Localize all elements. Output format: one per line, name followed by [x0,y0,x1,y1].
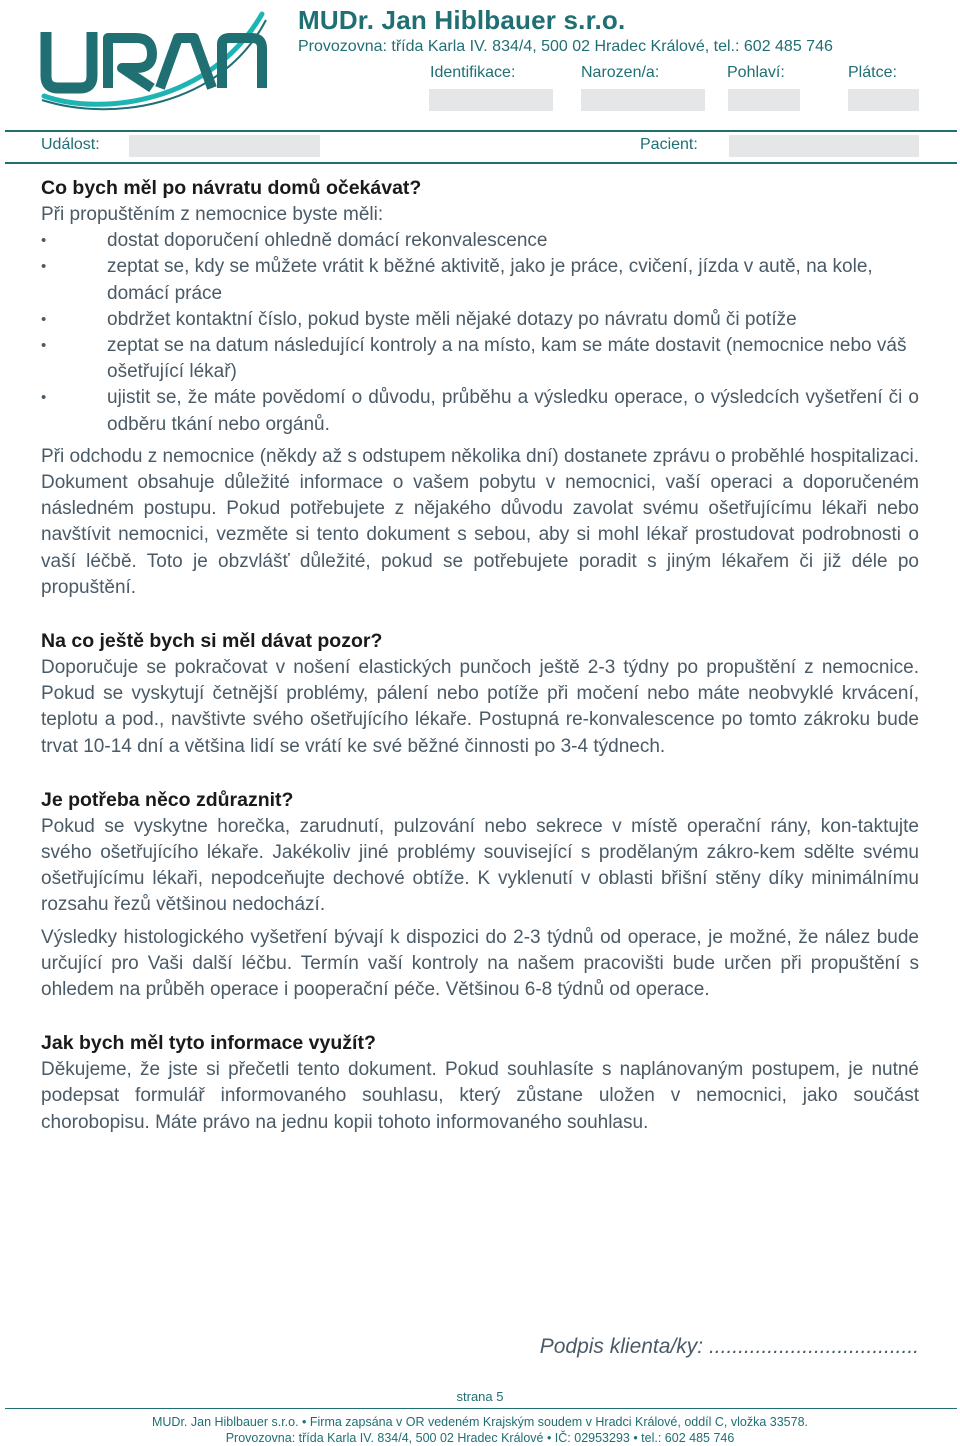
footer-company-info: MUDr. Jan Hiblbauer s.r.o. • Firma zapsána v OR vedeném Krajským soudem v Hradci Králové, oddíl C, vložka 33578. [151,1415,809,1429]
client-signature-line[interactable]: Podpis klienta/ky: .................................... [539,1335,919,1358]
section-heading: Na co ještě bych si měl dávat pozor? [41,630,383,653]
document-body [41,174,919,1136]
bullet-list [41,228,919,438]
list-item-text: • obdržet kontaktní číslo, pokud byste měli nějaké dotazy po návratu domů či potíže [107,308,797,330]
header-divider-bottom [5,162,957,164]
list-item-text: • zeptat se na datum následující kontroly a na místo, kam se máte dostavit (nemocnice nebo váš ošetřující lékař) [107,335,907,383]
page-number: strana 5 [456,1389,504,1404]
event-label: Událost: [41,136,100,153]
birth-field[interactable] [581,89,705,111]
event-field[interactable] [129,135,320,157]
list-item [41,333,919,385]
payer-label: Plátce: [848,64,897,81]
sex-field[interactable] [728,89,800,111]
header-divider-top [5,130,957,132]
patient-label: Pacient: [640,136,698,153]
paragraph: Pokud se vyskytne horečka, zarudnutí, pulzování nebo sekrece v místě operační rány, kon-taktujte svého ošetřujícího lékaře. Jakékoliv jiné problémy související s prodělaným zákro-kem sdělte svému ošetřujícímu lékaři, nepodceňujte dechové obtíže. K vyklenutí v oblasti břišní stěny díky minimálnímu rozsahu řezů většinou nedochází. [41,815,919,916]
uran-logo-icon [40,4,268,114]
section-caution [41,627,919,760]
footer-divider [5,1408,957,1409]
section-heading: Jak bych měl tyto informace využít? [41,1032,376,1055]
identification-label: Identifikace: [430,64,516,81]
section-usage [41,1029,919,1136]
list-item-text: • dostat doporučení ohledně domácí rekonvalescence [107,230,548,252]
list-item [41,307,919,333]
list-item [41,228,919,254]
identification-field[interactable] [429,89,553,111]
paragraph: Při odchodu z nemocnice (někdy až s odstupem několika dní) dostanete zprávu o proběhlé hospitalizaci. Dokument obsahuje důležité informace o vašem pobytu v nemocnici, vaší operaci a doporučeném následném postupu. Pokud potřebujete z nějakého důvodu zavolat svému ošetřujícímu lékaři nebo navštívit nemocnici, vezměte si tento dokument s sebou, aby si mohl lékař prostudovat podrobnosti o vaší léčbě. Toto je obzvlášť důležité, pokud se potřebujete poradit s jiným lékařem či již déle po propuštění. [41,445,919,598]
paragraph: Doporučuje se pokračovat v nošení elastických punčoch ještě 2-3 týdny po propuštění z nemocnice. Pokud se vyskytují četnější problémy, pálení nebo potíže při močení nebo máte neobvyklé krvácení, teplotu a pod., navštivte svého ošetřujícího lékaře. Postupná re-konvalescence po tomto zákroku bude trvat 10-14 dní a většina lidí se vrátí ke své běžné činnosti po 3-4 týdnech. [41,657,919,757]
section-emphasis [41,786,919,1003]
paragraph: Děkujeme, že jste si přečetli tento dokument. Pokud souhlasíte s naplánovaným postupem, je nutné podepsat formulář informovaného souhlasu, který zůstane uložen v nemocnici, jako součást chorobopisu. Máte právo na jednu kopii tohoto informovaného souhlasu. [41,1059,919,1133]
birth-label: Narozen/a: [581,64,660,81]
payer-field[interactable] [848,89,919,111]
paragraph: Výsledky histologického vyšetření bývají k dispozici do 2-3 týdnů od operace, je možné, že nález bude určující pro Vaši další léčbu. Termín vaší kontroly na našem pracovišti bude určen při propuštění s ohledem na průběh operace i pooperační péče. Většinou 6-8 týdnů od operace. [41,926,919,1001]
list-item [41,254,919,306]
list-item [41,385,919,437]
list-item-text: • zeptat se, kdy se můžete vrátit k běžné aktivitě, jako je práce, cvičení, jízda v autě, na kole, domácí práce [107,256,873,304]
section-heading: Co bych měl po návratu domů očekávat? [41,177,422,199]
company-address: Provozovna: třída Karla IV. 834/4, 500 02 Hradec Králové, tel.: 602 485 746 [298,38,833,55]
footer-address: Provozovna: třída Karla IV. 834/4, 500 02 Hradec Králové • IČ: 02953293 • tel.: 602 485 746 [225,1431,735,1445]
sex-label: Pohlaví: [727,64,785,81]
company-name: MUDr. Jan Hiblbauer s.r.o. [298,5,626,35]
patient-field[interactable] [729,135,919,157]
section-intro: Při propuštěním z nemocnice byste měli: [41,204,384,225]
list-item-text: • ujistit se, že máte povědomí o důvodu, průběhu a výsledku operace, o výsledcích vyšetření či o odběru tkání nebo orgánů. [107,387,919,435]
section-return-home [41,174,919,601]
section-heading: Je potřeba něco zdůraznit? [41,788,294,811]
